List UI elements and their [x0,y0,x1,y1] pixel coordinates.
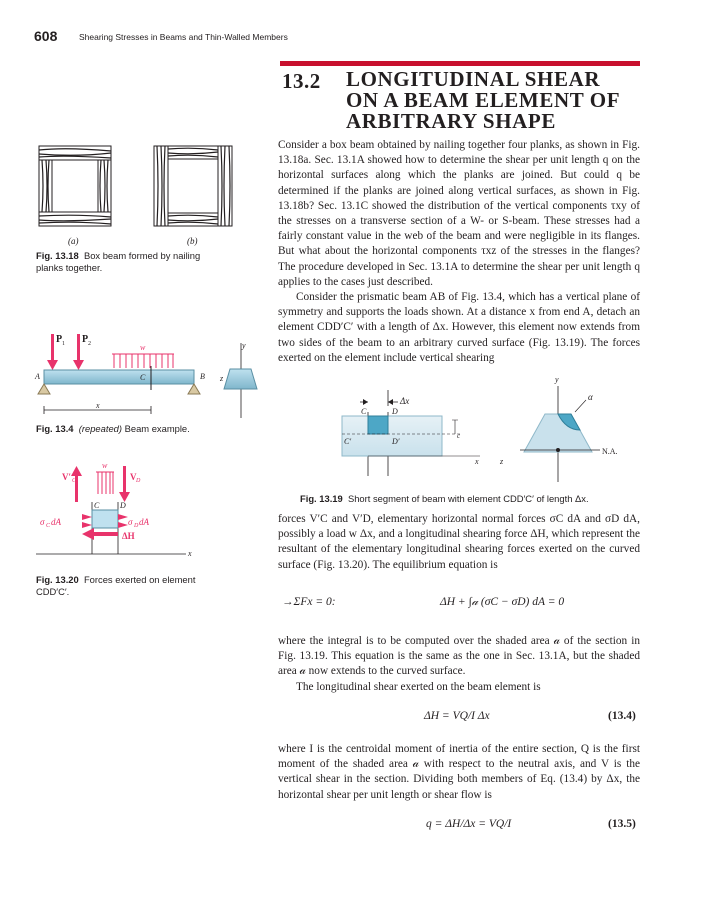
label-alpha: α [588,392,593,402]
beam-cross-section [224,369,257,389]
figure-13-4 [34,328,274,420]
fig-13-19-caption [300,493,660,505]
stress-arrows-left [82,514,92,528]
label-dA-c: dA [51,517,61,527]
running-title: Shearing Stresses in Beams and Thin-Walled Members [79,32,288,42]
label-c: C [361,407,367,416]
label-p2-sub: 2 [88,341,91,347]
label-vd-sub: D [136,478,141,484]
label-na: N.A. [602,447,618,456]
label-sigma-d-sub: D [134,523,139,529]
equation-equilibrium-right: ΔH + ∫𝒶 (σC − σD) dA = 0 [440,596,565,608]
box-beam-a [39,146,111,226]
caption-number: Fig. 13.18 [36,250,79,261]
label-c-dist: c [457,432,461,440]
label-y: y [242,341,246,350]
equation-13-5-number: (13.5) [608,818,636,830]
label-y: y [555,375,559,384]
box-beam-b [154,146,232,226]
section-title [346,69,646,132]
label-x: x [96,401,100,410]
label-z: z [220,374,224,383]
element-cdd [368,416,388,434]
label-c: C [140,373,146,382]
section-title-line: ON A BEAM ELEMENT OF [346,88,621,112]
stress-arrows-right [118,514,128,528]
shear-force-vd [119,466,130,502]
label-d-prime: D′ [392,437,400,446]
distributed-load-w [112,354,174,368]
figure-13-18 [36,138,241,243]
equation-13-4: ΔH = VQ/I Δx [424,710,490,722]
element-cdd [92,510,118,528]
shear-force-vc [71,466,82,502]
label-vd: V [130,472,137,482]
caption-text: Short segment of beam with element CDD′C′ of length Δx. [347,493,589,504]
section-rule [280,61,640,66]
equation-13-5: q = ΔH/Δx = VQ/I [426,818,512,830]
label-p1: P [56,334,63,345]
label-z: z [500,457,504,466]
section-title-line: LONGITUDINAL SHEAR [346,67,601,91]
support-a [38,384,50,394]
cross-section [524,414,592,452]
body-text-block-3 [278,634,640,695]
caption-text: Forces exerted on element CDD′C′. [36,574,196,597]
section-number: 13.2 [282,69,321,93]
caption-italic: (repeated) [78,423,122,434]
label-w: w [140,343,146,352]
label-vc-sub: C [72,478,77,484]
caption-number: Fig. 13.19 [300,493,343,504]
label-p1-sub: 1 [62,341,65,347]
caption-number: Fig. 13.4 [36,423,74,434]
body-text-block-4 [278,742,640,803]
caption-number: Fig. 13.20 [36,574,79,585]
label-sigma-c-sub: C [46,523,51,529]
label-c: C [94,501,100,510]
beam-segment [342,416,442,456]
body-text-block-2 [278,512,640,573]
figure-13-19 [330,372,640,488]
fig-13-18-label-b: (b) [187,236,198,246]
fig-13-20-caption [36,574,196,597]
label-vc: V′ [62,472,72,482]
caption-text: Box beam formed by nailing planks together. [36,250,201,273]
label-d: D [120,501,126,510]
figure-13-20 [36,458,196,570]
load-w-arrows [96,472,114,494]
paragraph: The longitudinal shear exerted on the beam element is [296,680,541,693]
label-p2: P [82,334,89,345]
label-d: D [392,407,398,416]
paragraph: where the integral is to be computed over the shaded area 𝒶 of the section in Fig. 13.19. This equation is the same as the one in Sec. 13.1A, but the shaded area 𝒶 now extends to the curved surface. [278,635,640,678]
label-x: x [475,457,479,466]
label-dA-d: dA [139,517,149,527]
beam-ab [44,370,194,384]
fig-13-18-label-a: (a) [68,236,79,246]
caption-text: Beam example. [124,423,190,434]
label-a: A [35,372,40,381]
body-text-block-1 [278,138,640,366]
label-sigma-d: σ [128,517,133,527]
equation-13-4-number: (13.4) [608,710,636,722]
paragraph: where I is the centroidal moment of inertia of the entire section, Q is the first moment of the shaded area 𝒶 with respect to the neutral axis, and V is the vertical shear in the section. Dividing both members of Eq. (13.4) by Δx, the horizontal shear per unit length or shear flow is [278,743,640,801]
paragraph: forces V′C and V′D, elementary horizontal normal forces σC dA and σD dA, possibly a load w Δx, and a longitudinal shearing force ΔH, which represent the resultant of the elementary longitudinal shearing forces exerted on the curved surface (Fig. 13.20). The equilibrium equation is [278,513,640,571]
shear-force-dh [82,528,118,540]
label-c-prime: C′ [344,437,352,446]
label-sigma-c: σ [40,517,45,527]
equation-equilibrium-left: →ΣFx = 0: [282,596,336,608]
label-w: w [102,461,108,470]
paragraph: Consider a box beam obtained by nailing together four planks, as shown in Fig. 13.18a. Sec. 13.1A showed how to determine the shear per unit length q on the horizontal surfaces along which the planks are joined. But could q be determined if the planks are joined along vertical surfaces, as shown in Fig. 13.18b? Sec. 13.1C showed the distribution of the vertical components τxy of the stresses on a transverse section of a W- or S-beam. These stresses had a fairly constant value in the web of the beam and were negligible in its flanges. But what about the horizontal components τxz of the stresses in the flanges? The procedure developed in Sec. 13.1A to determine the shear per unit length q applies to the cases just described. [278,139,640,288]
section-title-line: ARBITRARY SHAPE [346,109,556,133]
label-x: x [188,549,192,558]
fig-13-18-caption [36,250,216,273]
paragraph: Consider the prismatic beam AB of Fig. 13.4, which has a vertical plane of symmetry and supports the loads shown. At a distance x from end A, detach an element CDD′C′ with a length of Δx. However, this element now extends from two sides of the beam to an arbitrary curved surface (Fig. 13.19). The forces exerted on the element include vertical shearing [278,291,640,364]
page-number: 608 [34,28,58,44]
label-dh: ΔH [122,531,135,541]
label-dx: Δx [400,396,410,406]
label-b: B [200,372,205,381]
fig-13-4-caption [36,423,256,435]
support-b [188,384,200,394]
